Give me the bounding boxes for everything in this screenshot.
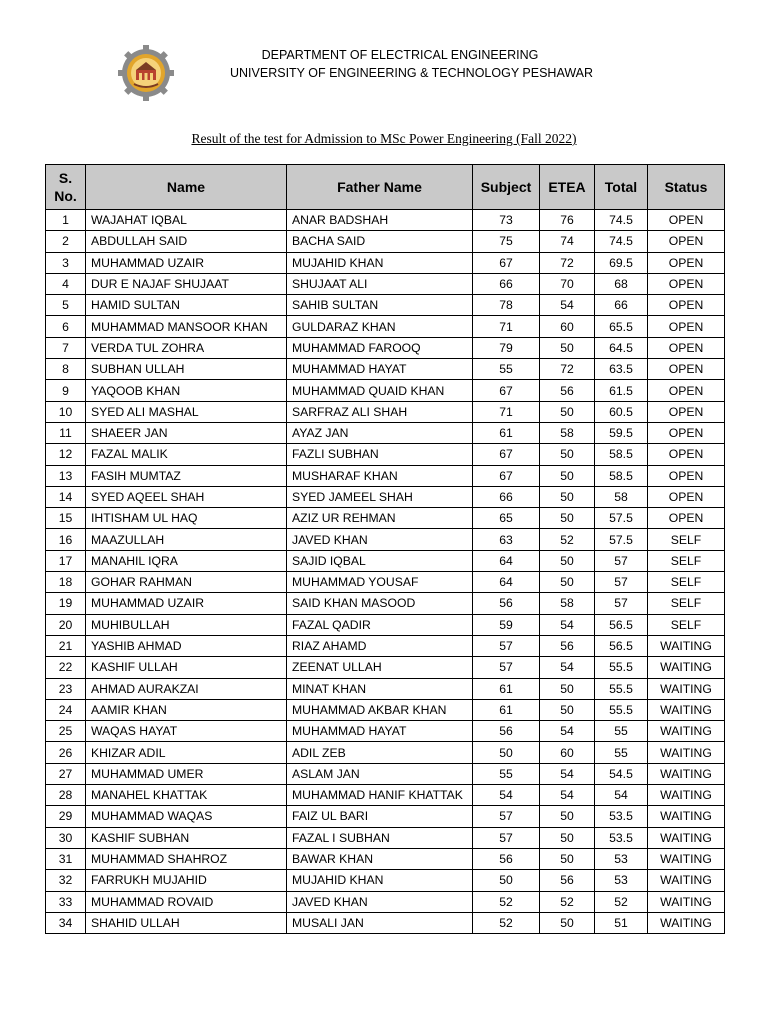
cell-name: MAAZULLAH xyxy=(86,529,287,550)
cell-name: MUHAMMAD MANSOOR KHAN xyxy=(86,316,287,337)
cell-name: SYED AQEEL SHAH xyxy=(86,486,287,507)
cell-sno: 2 xyxy=(46,231,86,252)
cell-name: ABDULLAH SAID xyxy=(86,231,287,252)
cell-total: 58.5 xyxy=(595,444,648,465)
cell-sno: 1 xyxy=(46,210,86,231)
table-row xyxy=(46,806,725,827)
cell-total: 53.5 xyxy=(595,806,648,827)
cell-status: WAITING xyxy=(648,912,725,933)
cell-etea: 60 xyxy=(540,316,595,337)
cell-sno: 28 xyxy=(46,785,86,806)
cell-name: YAQOOB KHAN xyxy=(86,380,287,401)
cell-etea: 52 xyxy=(540,529,595,550)
cell-total: 57 xyxy=(595,572,648,593)
cell-subject: 67 xyxy=(473,465,540,486)
cell-subject: 52 xyxy=(473,912,540,933)
cell-etea: 50 xyxy=(540,508,595,529)
table-row xyxy=(46,380,725,401)
cell-etea: 74 xyxy=(540,231,595,252)
cell-status: WAITING xyxy=(648,848,725,869)
cell-total: 56.5 xyxy=(595,635,648,656)
table-row xyxy=(46,273,725,294)
table-row xyxy=(46,699,725,720)
cell-name: FAZAL MALIK xyxy=(86,444,287,465)
cell-etea: 50 xyxy=(540,572,595,593)
table-row xyxy=(46,614,725,635)
table-row xyxy=(46,422,725,443)
table-row xyxy=(46,763,725,784)
cell-etea: 52 xyxy=(540,891,595,912)
cell-father-name: AYAZ JAN xyxy=(287,422,473,443)
cell-father-name: GULDARAZ KHAN xyxy=(287,316,473,337)
cell-father-name: SARFRAZ ALI SHAH xyxy=(287,401,473,422)
cell-father-name: MUSHARAF KHAN xyxy=(287,465,473,486)
cell-etea: 76 xyxy=(540,210,595,231)
cell-etea: 56 xyxy=(540,870,595,891)
table-row xyxy=(46,316,725,337)
cell-total: 60.5 xyxy=(595,401,648,422)
cell-father-name: SAID KHAN MASOOD xyxy=(287,593,473,614)
cell-father-name: SAHIB SULTAN xyxy=(287,295,473,316)
cell-name: FASIH MUMTAZ xyxy=(86,465,287,486)
cell-father-name: MUHAMMAD HAYAT xyxy=(287,721,473,742)
cell-status: OPEN xyxy=(648,295,725,316)
cell-subject: 55 xyxy=(473,359,540,380)
table-row xyxy=(46,210,725,231)
cell-father-name: MUHAMMAD YOUSAF xyxy=(287,572,473,593)
cell-subject: 67 xyxy=(473,444,540,465)
cell-name: KHIZAR ADIL xyxy=(86,742,287,763)
cell-subject: 61 xyxy=(473,422,540,443)
cell-father-name: MUHAMMAD HAYAT xyxy=(287,359,473,380)
cell-subject: 55 xyxy=(473,763,540,784)
cell-name: KASHIF ULLAH xyxy=(86,657,287,678)
cell-subject: 79 xyxy=(473,337,540,358)
table-row xyxy=(46,870,725,891)
cell-total: 68 xyxy=(595,273,648,294)
cell-father-name: BACHA SAID xyxy=(287,231,473,252)
cell-status: WAITING xyxy=(648,870,725,891)
sno-header-line2: No. xyxy=(54,188,77,204)
cell-name: MUHAMMAD WAQAS xyxy=(86,806,287,827)
cell-father-name: JAVED KHAN xyxy=(287,529,473,550)
cell-etea: 56 xyxy=(540,635,595,656)
cell-name: SHAHID ULLAH xyxy=(86,912,287,933)
cell-total: 58 xyxy=(595,486,648,507)
cell-etea: 54 xyxy=(540,295,595,316)
cell-father-name: MUHAMMAD HANIF KHATTAK xyxy=(287,785,473,806)
cell-total: 61.5 xyxy=(595,380,648,401)
cell-subject: 71 xyxy=(473,401,540,422)
cell-name: AAMIR KHAN xyxy=(86,699,287,720)
cell-sno: 17 xyxy=(46,550,86,571)
cell-etea: 50 xyxy=(540,912,595,933)
cell-total: 55 xyxy=(595,721,648,742)
cell-subject: 73 xyxy=(473,210,540,231)
cell-father-name: MUHAMMAD AKBAR KHAN xyxy=(287,699,473,720)
cell-subject: 59 xyxy=(473,614,540,635)
column-header-father-name: Father Name xyxy=(287,165,473,210)
cell-father-name: MUSALI JAN xyxy=(287,912,473,933)
cell-total: 63.5 xyxy=(595,359,648,380)
table-row xyxy=(46,529,725,550)
cell-status: OPEN xyxy=(648,337,725,358)
cell-etea: 50 xyxy=(540,444,595,465)
cell-name: SUBHAN ULLAH xyxy=(86,359,287,380)
cell-total: 54 xyxy=(595,785,648,806)
table-row xyxy=(46,444,725,465)
cell-subject: 61 xyxy=(473,699,540,720)
cell-status: OPEN xyxy=(648,316,725,337)
cell-subject: 75 xyxy=(473,231,540,252)
cell-subject: 67 xyxy=(473,380,540,401)
cell-subject: 52 xyxy=(473,891,540,912)
cell-status: SELF xyxy=(648,614,725,635)
cell-name: MUHIBULLAH xyxy=(86,614,287,635)
page-title: Result of the test for Admission to MSc Power Engineering (Fall 2022) xyxy=(191,131,577,146)
cell-name: KASHIF SUBHAN xyxy=(86,827,287,848)
cell-total: 55.5 xyxy=(595,699,648,720)
column-header-total: Total xyxy=(595,165,648,210)
cell-father-name: MUHAMMAD QUAID KHAN xyxy=(287,380,473,401)
cell-name: FARRUKH MUJAHID xyxy=(86,870,287,891)
cell-father-name: SHUJAAT ALI xyxy=(287,273,473,294)
cell-name: YASHIB AHMAD xyxy=(86,635,287,656)
cell-status: OPEN xyxy=(648,231,725,252)
cell-subject: 78 xyxy=(473,295,540,316)
cell-status: WAITING xyxy=(648,891,725,912)
cell-status: OPEN xyxy=(648,380,725,401)
cell-etea: 56 xyxy=(540,380,595,401)
cell-status: SELF xyxy=(648,550,725,571)
cell-etea: 50 xyxy=(540,806,595,827)
cell-total: 55 xyxy=(595,742,648,763)
cell-sno: 8 xyxy=(46,359,86,380)
cell-subject: 67 xyxy=(473,252,540,273)
cell-total: 59.5 xyxy=(595,422,648,443)
cell-subject: 63 xyxy=(473,529,540,550)
cell-father-name: MUJAHID KHAN xyxy=(287,252,473,273)
cell-etea: 50 xyxy=(540,699,595,720)
cell-etea: 54 xyxy=(540,614,595,635)
cell-sno: 5 xyxy=(46,295,86,316)
cell-subject: 50 xyxy=(473,870,540,891)
university-seal-icon xyxy=(118,44,174,102)
cell-subject: 56 xyxy=(473,848,540,869)
cell-sno: 31 xyxy=(46,848,86,869)
cell-name: AHMAD AURAKZAI xyxy=(86,678,287,699)
cell-sno: 10 xyxy=(46,401,86,422)
university-name: UNIVERSITY OF ENGINEERING & TECHNOLOGY PESHAWAR xyxy=(230,66,594,80)
cell-total: 65.5 xyxy=(595,316,648,337)
cell-status: WAITING xyxy=(648,806,725,827)
cell-subject: 66 xyxy=(473,273,540,294)
column-header-name: Name xyxy=(86,165,287,210)
cell-sno: 15 xyxy=(46,508,86,529)
cell-father-name: FAZAL I SUBHAN xyxy=(287,827,473,848)
cell-name: MUHAMMAD UZAIR xyxy=(86,593,287,614)
cell-sno: 3 xyxy=(46,252,86,273)
cell-name: MUHAMMAD SHAHROZ xyxy=(86,848,287,869)
cell-status: SELF xyxy=(648,572,725,593)
cell-sno: 21 xyxy=(46,635,86,656)
cell-father-name: JAVED KHAN xyxy=(287,891,473,912)
table-row xyxy=(46,231,725,252)
cell-subject: 54 xyxy=(473,785,540,806)
cell-total: 74.5 xyxy=(595,210,648,231)
table-row xyxy=(46,295,725,316)
cell-sno: 7 xyxy=(46,337,86,358)
table-row xyxy=(46,550,725,571)
table-row xyxy=(46,891,725,912)
cell-father-name: FAZAL QADIR xyxy=(287,614,473,635)
cell-etea: 72 xyxy=(540,359,595,380)
cell-father-name: FAZLI SUBHAN xyxy=(287,444,473,465)
cell-sno: 4 xyxy=(46,273,86,294)
cell-status: SELF xyxy=(648,529,725,550)
cell-etea: 50 xyxy=(540,827,595,848)
column-header-sno xyxy=(46,165,86,210)
cell-sno: 25 xyxy=(46,721,86,742)
cell-subject: 57 xyxy=(473,827,540,848)
column-header-etea: ETEA xyxy=(540,165,595,210)
cell-sno: 33 xyxy=(46,891,86,912)
cell-total: 53.5 xyxy=(595,827,648,848)
cell-etea: 50 xyxy=(540,465,595,486)
cell-etea: 54 xyxy=(540,785,595,806)
cell-etea: 58 xyxy=(540,422,595,443)
cell-etea: 50 xyxy=(540,550,595,571)
cell-name: VERDA TUL ZOHRA xyxy=(86,337,287,358)
cell-total: 57 xyxy=(595,550,648,571)
cell-status: OPEN xyxy=(648,422,725,443)
cell-father-name: MINAT KHAN xyxy=(287,678,473,699)
department-header xyxy=(230,46,594,82)
cell-status: OPEN xyxy=(648,444,725,465)
cell-status: OPEN xyxy=(648,508,725,529)
table-row xyxy=(46,401,725,422)
cell-name: GOHAR RAHMAN xyxy=(86,572,287,593)
cell-status: WAITING xyxy=(648,763,725,784)
table-row xyxy=(46,486,725,507)
cell-sno: 20 xyxy=(46,614,86,635)
cell-father-name: MUHAMMAD FAROOQ xyxy=(287,337,473,358)
cell-sno: 19 xyxy=(46,593,86,614)
cell-subject: 56 xyxy=(473,721,540,742)
results-table xyxy=(45,164,725,934)
cell-status: WAITING xyxy=(648,678,725,699)
cell-etea: 50 xyxy=(540,678,595,699)
cell-father-name: SAJID IQBAL xyxy=(287,550,473,571)
department-name: DEPARTMENT OF ELECTRICAL ENGINEERING xyxy=(261,48,539,62)
results-body xyxy=(46,210,725,934)
table-header-row xyxy=(46,165,725,210)
cell-sno: 11 xyxy=(46,422,86,443)
cell-name: MUHAMMAD UMER xyxy=(86,763,287,784)
table-row xyxy=(46,678,725,699)
cell-subject: 71 xyxy=(473,316,540,337)
cell-total: 66 xyxy=(595,295,648,316)
cell-etea: 60 xyxy=(540,742,595,763)
sno-header-line1: S. xyxy=(58,170,73,186)
cell-status: WAITING xyxy=(648,699,725,720)
table-row xyxy=(46,721,725,742)
cell-subject: 61 xyxy=(473,678,540,699)
cell-name: DUR E NAJAF SHUJAAT xyxy=(86,273,287,294)
cell-sno: 16 xyxy=(46,529,86,550)
cell-name: MANAHEL KHATTAK xyxy=(86,785,287,806)
cell-subject: 57 xyxy=(473,657,540,678)
cell-subject: 65 xyxy=(473,508,540,529)
cell-subject: 64 xyxy=(473,550,540,571)
cell-name: SHAEER JAN xyxy=(86,422,287,443)
cell-total: 53 xyxy=(595,870,648,891)
cell-status: OPEN xyxy=(648,273,725,294)
cell-etea: 50 xyxy=(540,486,595,507)
cell-status: OPEN xyxy=(648,486,725,507)
table-row xyxy=(46,359,725,380)
cell-sno: 9 xyxy=(46,380,86,401)
cell-total: 74.5 xyxy=(595,231,648,252)
cell-name: HAMID SULTAN xyxy=(86,295,287,316)
cell-etea: 58 xyxy=(540,593,595,614)
table-row xyxy=(46,572,725,593)
cell-sno: 13 xyxy=(46,465,86,486)
cell-sno: 14 xyxy=(46,486,86,507)
table-row xyxy=(46,252,725,273)
cell-etea: 50 xyxy=(540,848,595,869)
cell-name: SYED ALI MASHAL xyxy=(86,401,287,422)
cell-sno: 23 xyxy=(46,678,86,699)
cell-status: OPEN xyxy=(648,359,725,380)
cell-sno: 24 xyxy=(46,699,86,720)
table-row xyxy=(46,848,725,869)
cell-status: OPEN xyxy=(648,252,725,273)
cell-total: 64.5 xyxy=(595,337,648,358)
cell-total: 55.5 xyxy=(595,657,648,678)
cell-subject: 66 xyxy=(473,486,540,507)
cell-total: 54.5 xyxy=(595,763,648,784)
cell-status: OPEN xyxy=(648,210,725,231)
cell-subject: 56 xyxy=(473,593,540,614)
table-row xyxy=(46,593,725,614)
column-header-subject: Subject xyxy=(473,165,540,210)
cell-name: IHTISHAM UL HAQ xyxy=(86,508,287,529)
cell-status: OPEN xyxy=(648,401,725,422)
cell-total: 58.5 xyxy=(595,465,648,486)
cell-sno: 22 xyxy=(46,657,86,678)
cell-sno: 30 xyxy=(46,827,86,848)
cell-status: WAITING xyxy=(648,657,725,678)
cell-total: 57 xyxy=(595,593,648,614)
cell-name: MANAHIL IQRA xyxy=(86,550,287,571)
cell-sno: 6 xyxy=(46,316,86,337)
cell-father-name: ANAR BADSHAH xyxy=(287,210,473,231)
cell-status: OPEN xyxy=(648,465,725,486)
cell-total: 51 xyxy=(595,912,648,933)
cell-total: 56.5 xyxy=(595,614,648,635)
cell-sno: 12 xyxy=(46,444,86,465)
cell-father-name: SYED JAMEEL SHAH xyxy=(287,486,473,507)
table-row xyxy=(46,742,725,763)
cell-etea: 72 xyxy=(540,252,595,273)
cell-subject: 50 xyxy=(473,742,540,763)
cell-sno: 29 xyxy=(46,806,86,827)
cell-total: 57.5 xyxy=(595,529,648,550)
cell-etea: 54 xyxy=(540,721,595,742)
cell-father-name: ASLAM JAN xyxy=(287,763,473,784)
table-row xyxy=(46,337,725,358)
cell-father-name: MUJAHID KHAN xyxy=(287,870,473,891)
cell-sno: 34 xyxy=(46,912,86,933)
cell-sno: 32 xyxy=(46,870,86,891)
cell-father-name: BAWAR KHAN xyxy=(287,848,473,869)
cell-sno: 26 xyxy=(46,742,86,763)
cell-father-name: FAIZ UL BARI xyxy=(287,806,473,827)
column-header-status: Status xyxy=(648,165,725,210)
cell-status: SELF xyxy=(648,593,725,614)
cell-etea: 54 xyxy=(540,763,595,784)
cell-subject: 57 xyxy=(473,635,540,656)
cell-name: WAJAHAT IQBAL xyxy=(86,210,287,231)
cell-sno: 27 xyxy=(46,763,86,784)
cell-status: WAITING xyxy=(648,635,725,656)
cell-father-name: ADIL ZEB xyxy=(287,742,473,763)
cell-name: MUHAMMAD ROVAID xyxy=(86,891,287,912)
cell-father-name: RIAZ AHAMD xyxy=(287,635,473,656)
table-row xyxy=(46,657,725,678)
cell-etea: 54 xyxy=(540,657,595,678)
cell-etea: 70 xyxy=(540,273,595,294)
cell-total: 52 xyxy=(595,891,648,912)
cell-subject: 64 xyxy=(473,572,540,593)
cell-total: 55.5 xyxy=(595,678,648,699)
cell-total: 57.5 xyxy=(595,508,648,529)
table-row xyxy=(46,508,725,529)
cell-total: 69.5 xyxy=(595,252,648,273)
cell-status: WAITING xyxy=(648,785,725,806)
cell-subject: 57 xyxy=(473,806,540,827)
cell-name: MUHAMMAD UZAIR xyxy=(86,252,287,273)
table-row xyxy=(46,912,725,933)
cell-total: 53 xyxy=(595,848,648,869)
cell-sno: 18 xyxy=(46,572,86,593)
cell-father-name: AZIZ UR REHMAN xyxy=(287,508,473,529)
table-row xyxy=(46,827,725,848)
cell-name: WAQAS HAYAT xyxy=(86,721,287,742)
cell-status: WAITING xyxy=(648,721,725,742)
table-row xyxy=(46,465,725,486)
cell-father-name: ZEENAT ULLAH xyxy=(287,657,473,678)
cell-etea: 50 xyxy=(540,337,595,358)
table-row xyxy=(46,635,725,656)
cell-etea: 50 xyxy=(540,401,595,422)
table-row xyxy=(46,785,725,806)
cell-status: WAITING xyxy=(648,742,725,763)
cell-status: WAITING xyxy=(648,827,725,848)
